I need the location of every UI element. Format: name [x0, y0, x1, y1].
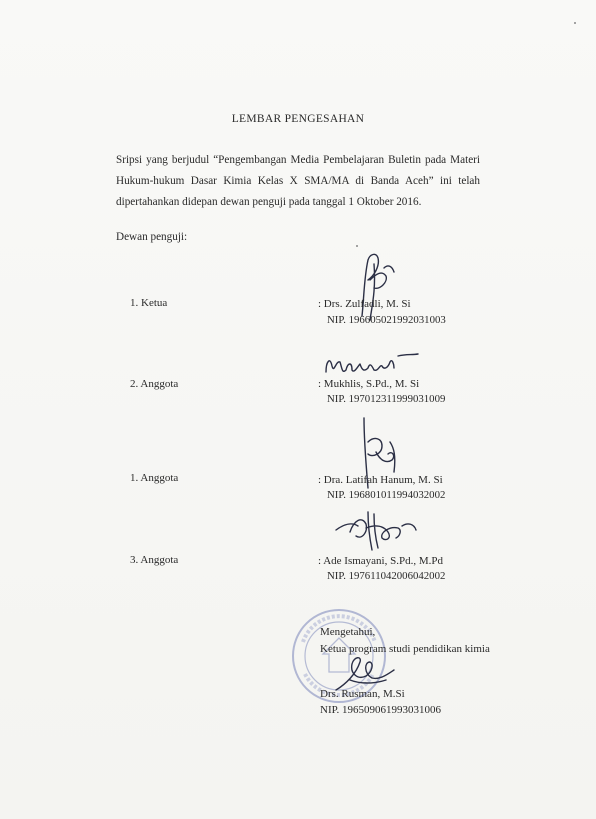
examiner-nip: NIP. 196801011994032002 — [327, 489, 446, 501]
examiner-name: : Drs. Zulfadli, M. Si — [318, 298, 411, 310]
approval-label: Mengetahui, — [320, 626, 376, 638]
paragraph-line: Hukum-hukum Dasar Kimia Kelas X SMA/MA di Banda Aceh” ini telah — [116, 175, 480, 187]
paragraph-line: dipertahankan didepan dewan penguji pada tanggal 1 Oktober 2016. — [116, 196, 422, 208]
examiner-role: 1. Anggota — [130, 472, 179, 484]
examiner-name: : Dra. Latifah Hanum, M. Si — [318, 474, 443, 486]
document-title: LEMBAR PENGESAHAN — [231, 113, 365, 125]
examiner-role: 3. Anggota — [130, 554, 179, 566]
approval-nip: NIP. 196509061993031006 — [320, 704, 442, 716]
scan-speck — [574, 22, 576, 24]
examiner-nip: NIP. 196605021992031003 — [327, 314, 446, 326]
examiner-nip: NIP. 197611042006042002 — [327, 570, 446, 582]
signature-ketua — [340, 250, 410, 322]
approval-name: Drs. Rusman, M.Si — [320, 688, 405, 700]
scan-speck — [356, 245, 358, 247]
examiner-role: 1. Ketua — [130, 297, 168, 309]
approval-position: Ketua program studi pendidikan kimia — [320, 643, 490, 655]
examiner-name: : Ade Ismayani, S.Pd., M.Pd — [318, 555, 443, 567]
examiners-label: Dewan penguji: — [116, 231, 188, 243]
examiner-role: 2. Anggota — [130, 378, 179, 390]
paragraph-line: Sripsi yang berjudul “Pengembangan Media Pembelajaran Buletin pada Materi — [116, 154, 480, 166]
examiner-name: : Mukhlis, S.Pd., M. Si — [318, 378, 420, 390]
approval-paragraph — [116, 150, 480, 213]
examiner-nip: NIP. 197012311999031009 — [327, 393, 446, 405]
signature-anggota-3 — [332, 504, 422, 554]
